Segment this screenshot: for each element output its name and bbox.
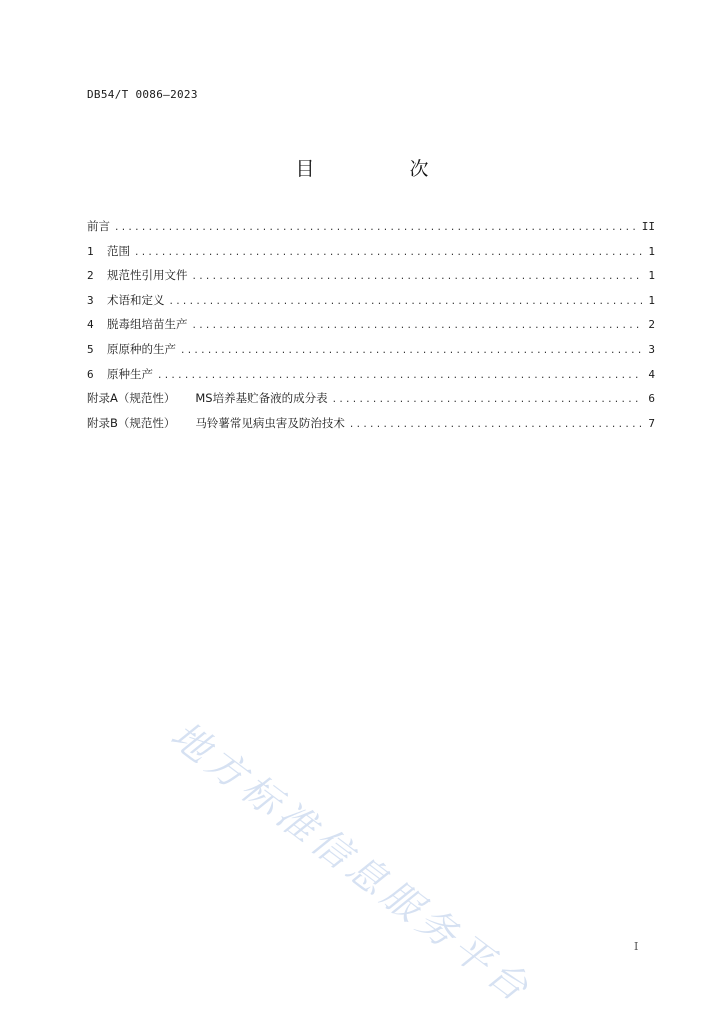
toc-entry-number: 2 xyxy=(87,269,94,283)
appendix-designation: 附录B（规范性） xyxy=(87,415,176,430)
toc-entry-page: 1 xyxy=(648,269,655,283)
toc-entry-number: 1 xyxy=(87,244,94,258)
toc-entry-label: 术语和定义 xyxy=(107,292,165,307)
toc-entry-pre-basic-seed[interactable] xyxy=(87,341,655,366)
toc-entry-label: 原种生产 xyxy=(107,366,153,381)
toc-leader-dots xyxy=(114,223,639,233)
toc-entry-page: 6 xyxy=(648,392,655,406)
toc-entry-label: 规范性引用文件 xyxy=(107,268,188,283)
toc-entry-label: 原原种的生产 xyxy=(107,341,176,356)
toc-leader-dots xyxy=(157,371,642,381)
toc-entry-number: 5 xyxy=(87,342,94,356)
toc-entry-appendix-b[interactable] xyxy=(87,415,655,440)
toc-entry-label xyxy=(87,415,345,431)
toc-leader-dots xyxy=(169,297,643,307)
page-number: I xyxy=(634,940,639,953)
toc-entry-page: 1 xyxy=(648,293,655,307)
toc-entry-page: II xyxy=(641,220,655,233)
toc-leader-dots xyxy=(180,346,642,356)
appendix-designation: 附录A（规范性） xyxy=(87,391,176,406)
watermark: 地方标准信息服务平台 xyxy=(162,712,541,1013)
document-code: DB54/T 0086—2023 xyxy=(87,88,198,101)
toc-leader-dots xyxy=(192,272,643,282)
toc-entry-appendix-a[interactable] xyxy=(87,390,655,415)
toc-entry-number: 3 xyxy=(87,293,94,307)
toc-entry-label: 前言 xyxy=(87,219,110,233)
toc-entry-label: 范围 xyxy=(107,243,130,258)
toc-entry-number: 6 xyxy=(87,367,94,381)
toc-entry-page: 2 xyxy=(648,318,655,332)
toc-entry-normative-references[interactable] xyxy=(87,267,655,292)
toc-leader-dots xyxy=(134,248,642,258)
appendix-title: MS培养基贮备液的成分表 xyxy=(195,391,328,406)
toc-entry-virus-free-seedlings[interactable] xyxy=(87,316,655,341)
toc-entry-page: 4 xyxy=(648,367,655,381)
page-title: 目 次 xyxy=(295,158,467,180)
toc-entry-label: 脱毒组培苗生产 xyxy=(107,317,188,332)
toc-entry-number: 4 xyxy=(87,318,94,332)
toc-entry-terms-definitions[interactable] xyxy=(87,292,655,317)
toc-leader-dots xyxy=(332,395,642,405)
toc-entry-page: 3 xyxy=(648,342,655,356)
toc-entry-page: 1 xyxy=(648,244,655,258)
table-of-contents xyxy=(87,218,655,439)
toc-entry-foreword[interactable] xyxy=(87,218,655,243)
toc-leader-dots xyxy=(192,321,643,331)
toc-entry-basic-seed[interactable] xyxy=(87,366,655,391)
toc-entry-scope[interactable] xyxy=(87,243,655,268)
toc-entry-label xyxy=(87,390,328,406)
toc-leader-dots xyxy=(349,420,642,430)
toc-entry-page: 7 xyxy=(648,416,655,430)
appendix-title: 马铃薯常见病虫害及防治技术 xyxy=(195,415,345,430)
